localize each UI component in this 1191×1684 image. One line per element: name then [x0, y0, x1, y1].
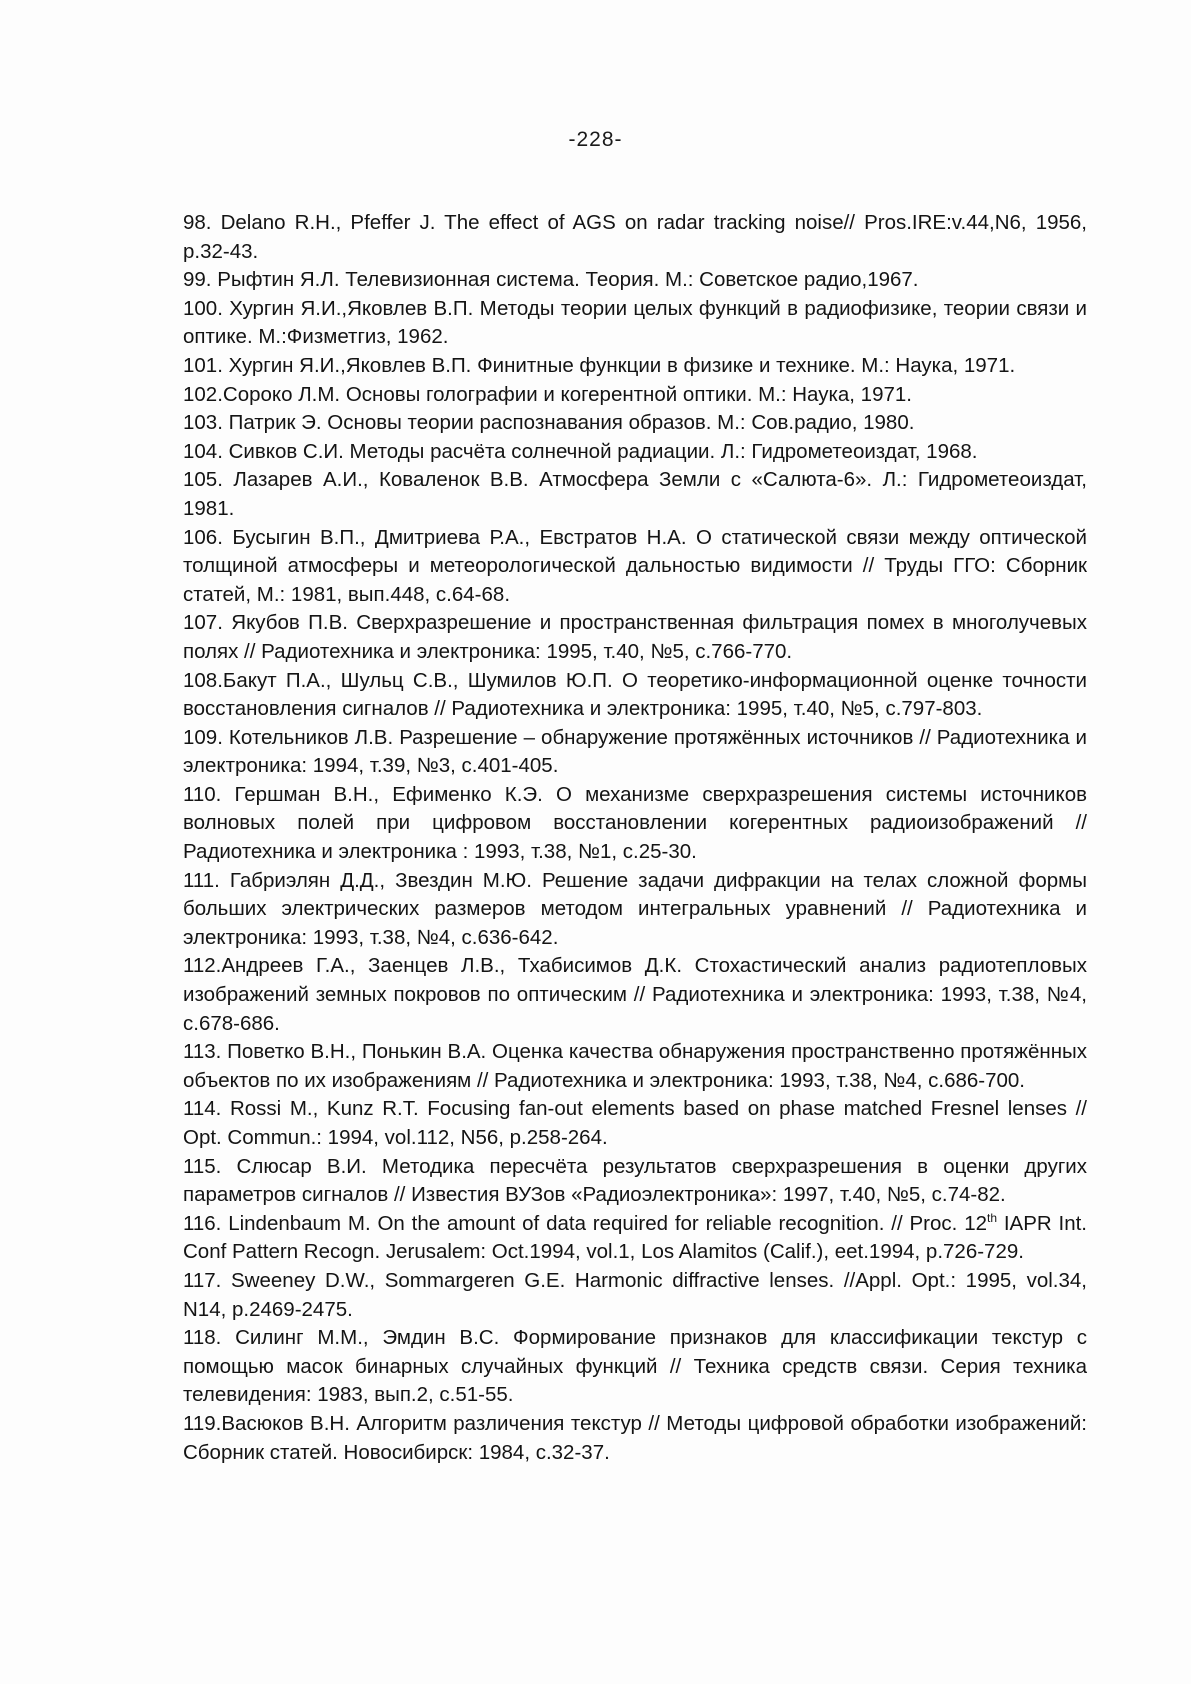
reference-item: 108.Бакут П.А., Шульц С.В., Шумилов Ю.П. О теоретико-информационной оценке точности восстановления сигналов // Радиотехника и электроника: 1995, т.40, №5, с.797-803. — [183, 668, 1087, 721]
reference-item: 112.Андреев Г.А., Заенцев Л.В., Тхабисимов Д.К. Стохастический анализ радиотепловых изображений земных покровов по оптическим // Радиотехника и электроника: 1993, т.38, №4, с.678-686. — [183, 954, 1087, 1035]
reference-text-continued: IAPR Int. Conf Pattern Recogn. Jerusalem: Oct.1994, vol.1, Los Alamitos (Calif.), eet.1994, p.726-729. — [183, 1211, 1087, 1264]
reference-item: 113. Поветко В.Н., Понькин В.А. Оценка качества обнаружения пространственно протяжённых объектов по их изображениям // Радиотехника и электроника: 1993, т.38, №4, с.686-700. — [183, 1040, 1087, 1092]
reference-item: 101. Хургин Я.И.,Яковлев В.П. Финитные функции в физике и технике. М.: Наука, 1971. — [183, 353, 1016, 377]
reference-list — [183, 209, 1087, 1467]
reference-item: 115. Слюсар В.И. Методика пересчёта результатов сверхразрешения в оценки других параметров сигналов // Известия ВУЗов «Радиоэлектроника»: 1997, т.40, №5, с.74-82. — [183, 1154, 1087, 1207]
reference-item: 107. Якубов П.В. Сверхразрешение и пространственная фильтрация помех в многолучевых полях // Радиотехника и электроника: 1995, т.40, №5, с.766-770. — [183, 611, 1087, 663]
reference-item: 99. Рыфтин Я.Л. Телевизионная система. Теория. М.: Советское радио,1967. — [183, 268, 919, 292]
reference-item: 100. Хургин Я.И.,Яковлев В.П. Методы теории целых функций в радиофизике, теории связи и оптике. М.:Физметгиз, 1962. — [183, 296, 1087, 349]
reference-text-ordinal-number: 12 — [964, 1211, 987, 1235]
reference-text: 116. Lindenbaum M. On the amount of data required for reliable recognition. // Proc. — [183, 1211, 965, 1235]
reference-item: 104. Сивков С.И. Методы расчёта солнечной радиации. Л.: Гидрометеоиздат, 1968. — [183, 439, 978, 463]
reference-item: 118. Силинг М.М., Эмдин В.С. Формирование признаков для классификации текстур с помощью масок бинарных случайных функций // Техника средств связи. Серия техника телевидения: 1983, вып.2, с.51-55. — [183, 1326, 1087, 1407]
reference-item: 110. Гершман В.Н., Ефименко К.Э. О механизме сверхразрешения системы источников волновых полей при цифровом восстановлении когерентных радиоизображений // Радиотехника и электроника : 1993, т.38, №1, с.25-30. — [183, 782, 1087, 864]
reference-item: 103. Патрик Э. Основы теории распознавания образов. М.: Сов.радио, 1980. — [183, 411, 915, 435]
reference-text-superscript: th — [987, 1210, 998, 1225]
reference-item: 105. Лазарев А.И., Коваленок В.В. Атмосфера Земли с «Салюта-6». Л.: Гидрометеоиздат, 1981. — [183, 468, 1087, 520]
reference-item: 119.Васюков В.Н. Алгоритм различения текстур // Методы цифровой обработки изображений: Сборник статей. Новосибирск: 1984, с.32-37. — [183, 1411, 1087, 1464]
reference-item: 111. Габриэлян Д.Д., Звездин М.Ю. Решение задачи дифракции на телах сложной формы больших электрических размеров методом интегральных уравнений // Радиотехника и электроника: 1993, т.38, №4, с.636-642. — [183, 868, 1087, 949]
reference-item: 106. Бусыгин В.П., Дмитриева Р.А., Евстратов Н.А. О статической связи между оптической толщиной атмосферы и метеорологической дальностью видимости // Труды ГГО: Сборник статей, М.: 1981, вып.448, с.64-68. — [183, 525, 1087, 606]
reference-item: 98. Delano R.H., Pfeffer J. The effect of AGS on radar tracking noise// Pros.IRE:v.44,N6, 1956, p.32-43. — [183, 211, 1087, 263]
reference-item: 109. Котельников Л.В. Разрешение – обнаружение протяжённых источников // Радиотехника и электроника: 1994, т.39, №3, с.401-405. — [183, 725, 1087, 778]
reference-item: 102.Сороко Л.М. Основы голографии и когерентной оптики. М.: Наука, 1971. — [183, 382, 912, 406]
reference-item: 114. Rossi M., Kunz R.T. Focusing fan-out elements based on phase matched Fresnel lenses // Opt. Commun.: 1994, vol.112, N56, p.258-264. — [183, 1097, 1087, 1149]
reference-item: 117. Sweeney D.W., Sommargeren G.E. Harmonic diffractive lenses. //Appl. Opt.: 1995, vol.34, N14, p.2469-2475. — [183, 1268, 1087, 1321]
reference-item — [183, 1210, 1087, 1267]
page-number: -228- — [568, 128, 623, 151]
